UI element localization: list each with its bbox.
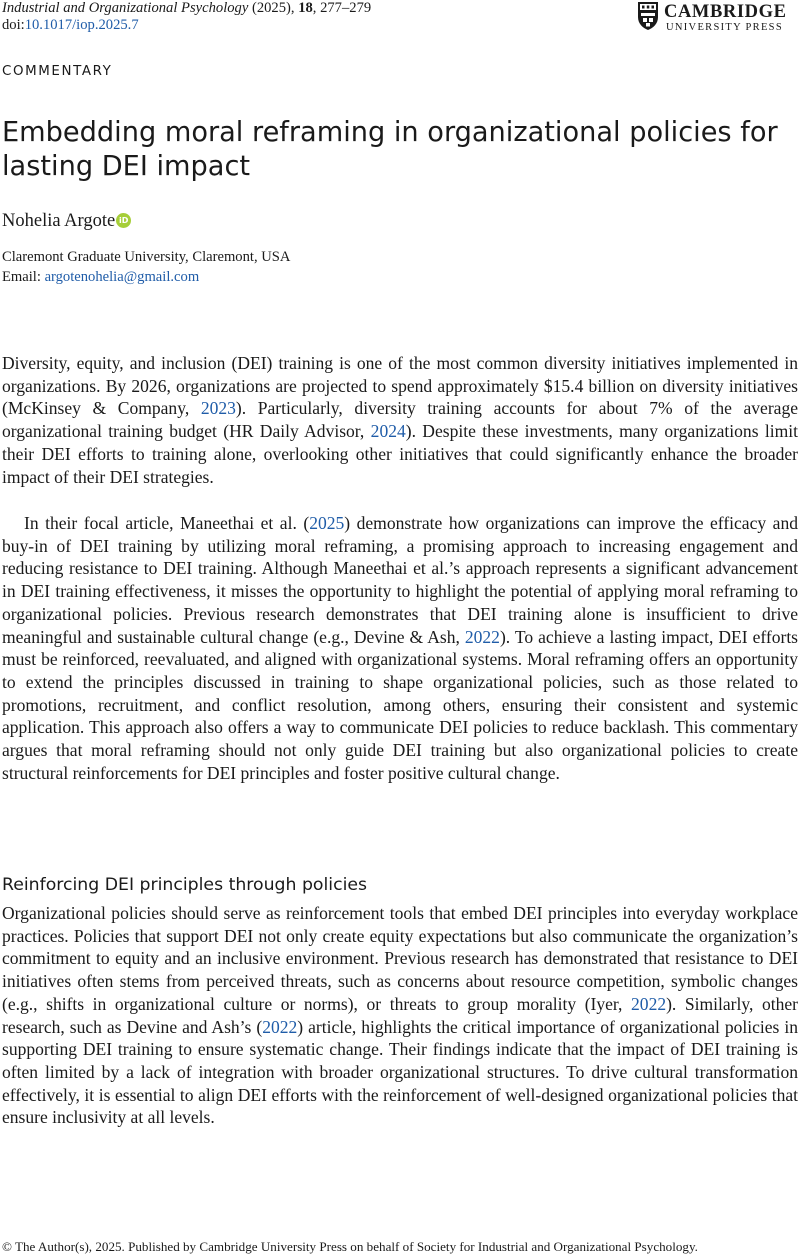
orcid-icon[interactable]: iD (116, 213, 131, 228)
doi-line (2, 17, 139, 34)
journal-year: (2025), (248, 0, 299, 16)
journal-name: Industrial and Organizational Psychology (2, 0, 249, 16)
paragraph-text: ). Particularly, diversity training accounts for about 7% of the average organizational training budget (HR Daily Advisor, (2, 398, 798, 442)
citation-link[interactable]: 2025 (309, 513, 345, 533)
citation-link[interactable]: 2024 (370, 421, 406, 442)
journal-volume: 18 (298, 0, 313, 16)
author-affiliation: Claremont Graduate University, Claremont, USA (2, 249, 291, 265)
paragraph-text: ). Similarly, other research, such as Devine and Ash’s ( (2, 993, 798, 1037)
paragraph-text: Organizational policies should serve as reinforcement tools that embed DEI principles into everyday workplace practices. Policies that support DEI not only create equity expectations but also communicate the organization’s commitment to equity and an inclusive environment. Previous research has demonstrated that resistance to DEI initiatives often stems from perceived threats, such as concerns about resource competition, symbolic changes (e.g., shifts in organizational culture or norms), or threats to group morality (Iyer, (2, 903, 798, 1014)
email-link[interactable]: argotenohelia@gmail.com (44, 269, 200, 285)
paragraph-text: ). To achieve a lasting impact, DEI efforts must be reinforced, reevaluated, and aligned with organizational systems. Moral reframing offers an opportunity to extend the principles discussed in training to shape organizational policies, such as those related to promotions, recruitment, and conflict resolution, among others, ensuring their consistent and systemic application. This approach also offers a way to communicate DEI policies to reduce backlash. This commentary argues that moral reframing should not only guide DEI training but also organizational policies to create structural reinforcements for DEI principles and foster positive cultural change. (2, 626, 799, 783)
paragraph-text: ) article, highlights the critical importance of organizational policies in supporting DEI training to ensure systematic change. Their findings indicate that the impact of DEI training is often limited by a lack of integration with broader organizational structures. To drive cultural transformation effectively, it is essential to align DEI efforts with the reinforcement of well-designed organizational policies that ensure inclusivity at all levels. (2, 1016, 798, 1128)
citation-link[interactable]: 2022 (464, 626, 500, 647)
paragraph-text: Diversity, equity, and inclusion (DEI) training is one of the most common diversity initiatives implemented in organizations. By 2026, organizations are projected to spend approximately $15.4 billion on diversity initiatives (McKinsey & Company, (2, 353, 798, 419)
publisher-name: CAMBRIDGE (664, 2, 787, 22)
doi-prefix: doi: (2, 17, 25, 33)
paragraph-intro (2, 352, 798, 488)
author-line (2, 210, 131, 232)
author-name[interactable]: Nohelia Argote (2, 211, 116, 231)
paragraph-focal (2, 512, 798, 784)
publisher-logo[interactable] (637, 1, 799, 35)
citation-link[interactable]: 2022 (262, 1016, 298, 1037)
doi-link[interactable]: 10.1017/iop.2025.7 (24, 17, 139, 33)
author-email (2, 268, 199, 287)
section-label: COMMENTARY (2, 64, 113, 79)
journal-citation (2, 0, 371, 17)
journal-pages: , 277–279 (312, 0, 372, 16)
copyright-footer: © The Author(s), 2025. Published by Cambridge University Press on behalf of Society for Industrial and Organizational Psychology. (2, 1239, 698, 1254)
article-title: Embedding moral reframing in organizational policies for lasting DEI impact (2, 117, 778, 182)
cambridge-shield-icon (637, 1, 659, 31)
section-heading: Reinforcing DEI principles through policies (2, 875, 368, 895)
citation-link[interactable]: 2022 (631, 993, 667, 1014)
publisher-subname: UNIVERSITY PRESS (666, 22, 783, 33)
paragraph-policies (2, 902, 798, 1129)
email-label: Email: (2, 269, 45, 285)
citation-link[interactable]: 2023 (200, 398, 236, 419)
paragraph-text: ). Despite these investments, many organizations limit their DEI efforts to training alone, overlooking other initiatives that could significantly enhance the broader impact of their DEI strategies. (2, 421, 798, 487)
paragraph-text: In their focal article, Maneethai et al. ( (24, 513, 310, 533)
paragraph-text: ) demonstrate how organizations can improve the efficacy and buy-in of DEI training by utilizing moral reframing, a promising approach to increasing engagement and reducing resistance to DEI training. Although Maneethai et al.’s approach represents a significant advancement in DEI training effectiveness, it misses the opportunity to highlight the potential of applying moral reframing to organizational policies. Previous research demonstrates that DEI training alone is insufficient to drive meaningful and sustainable cultural change (e.g., Devine & Ash, (2, 513, 798, 647)
